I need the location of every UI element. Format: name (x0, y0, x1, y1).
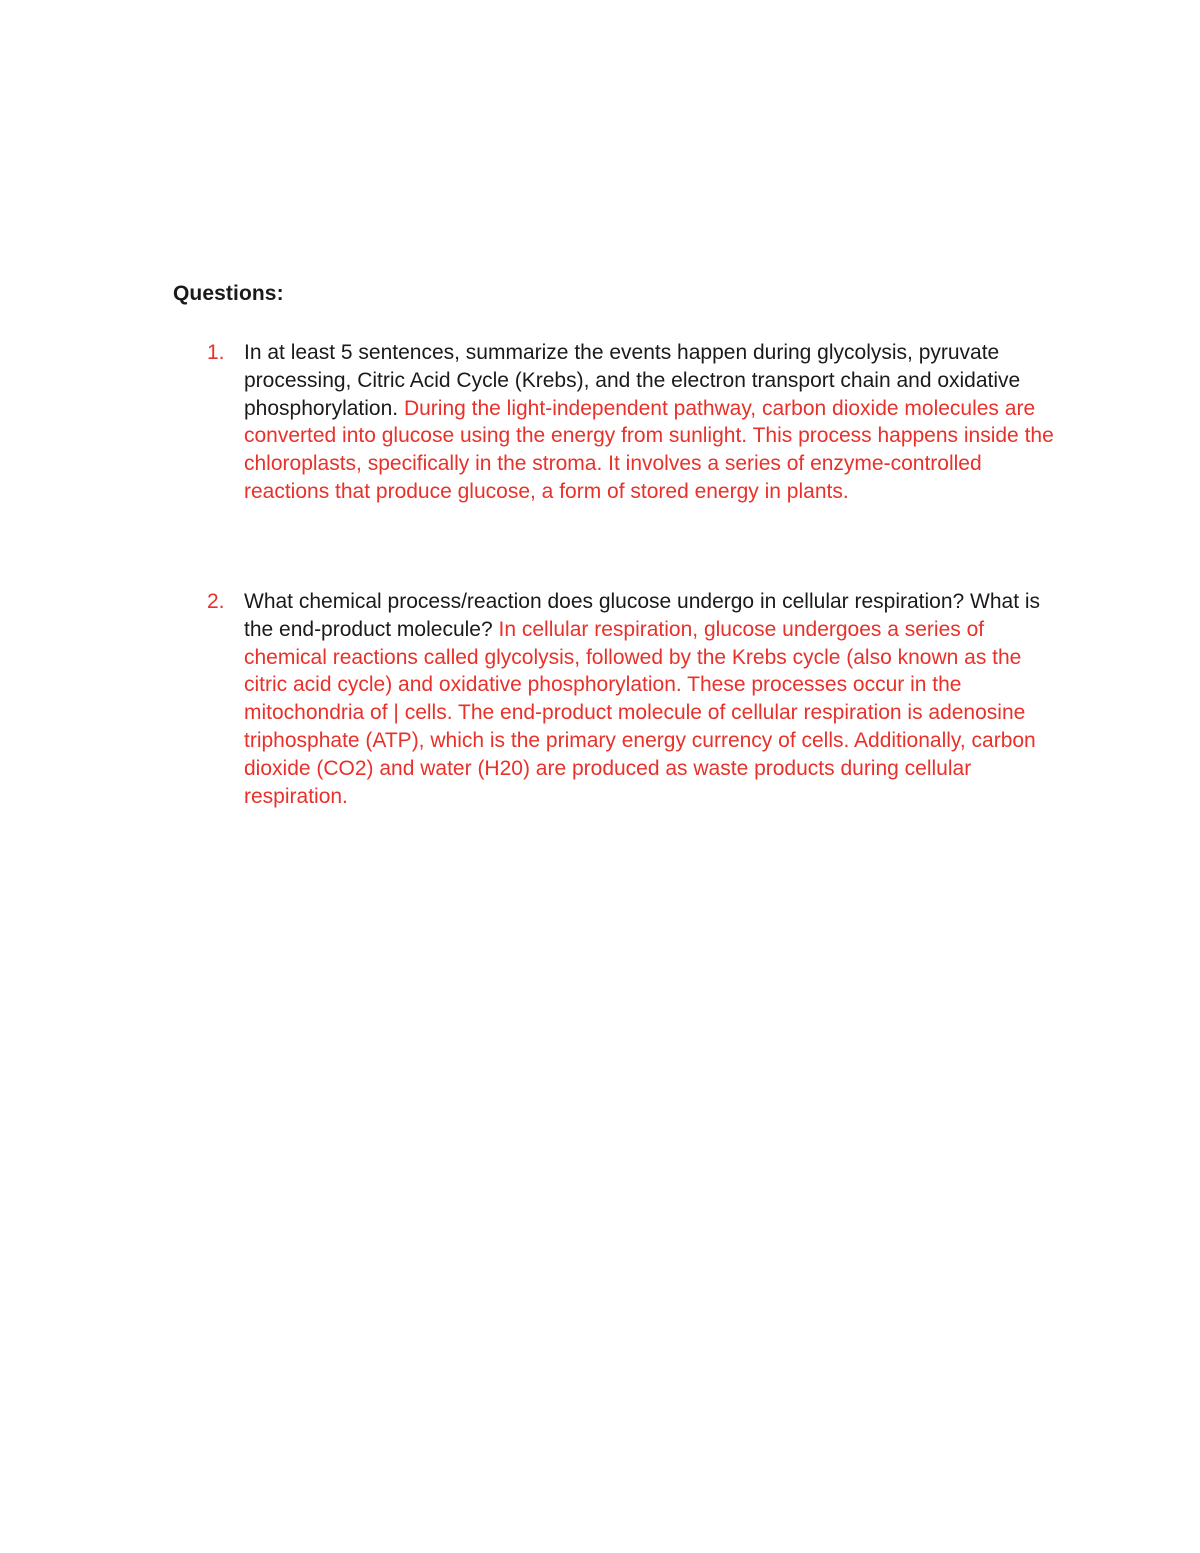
answer-text: During the light-independent pathway, carbon dioxide molecules are converted into glucose using the energy from sunlight. This process happens inside the chloroplasts, specifically in the stroma. It involves a series of enzyme-controlled reactions that produce glucose, a form of stored energy in plants. (244, 396, 1054, 503)
questions-heading: Questions: (173, 282, 284, 305)
question-body (244, 339, 1057, 506)
question-item-2 (207, 588, 1057, 810)
answer-text: In cellular respiration, glucose undergoes a series of chemical reactions called glycolysis, followed by the Krebs cycle (also known as the citric acid cycle) and oxidative phosphorylation. These processes occur in the mitochondria of | cells. The end-product molecule of cellular respiration is adenosine triphosphate (ATP), which is the primary energy currency of cells. Additionally, carbon dioxide (CO2) and water (H20) are produced as waste products during cellular respiration. (244, 617, 1036, 808)
question-number: 1. (207, 341, 225, 364)
question-number: 2. (207, 590, 225, 613)
question-prompt: What chemical process/reaction does glucose undergo in cellular respiration? What is the end-product molecule? (244, 590, 1041, 641)
question-item-1 (207, 339, 1057, 506)
question-body (244, 588, 1057, 810)
question-prompt: In at least 5 sentences, summarize the events happen during glycolysis, pyruvate processing, Citric Acid Cycle (Krebs), and the electron transport chain and oxidative phosphorylation. (244, 341, 1021, 420)
